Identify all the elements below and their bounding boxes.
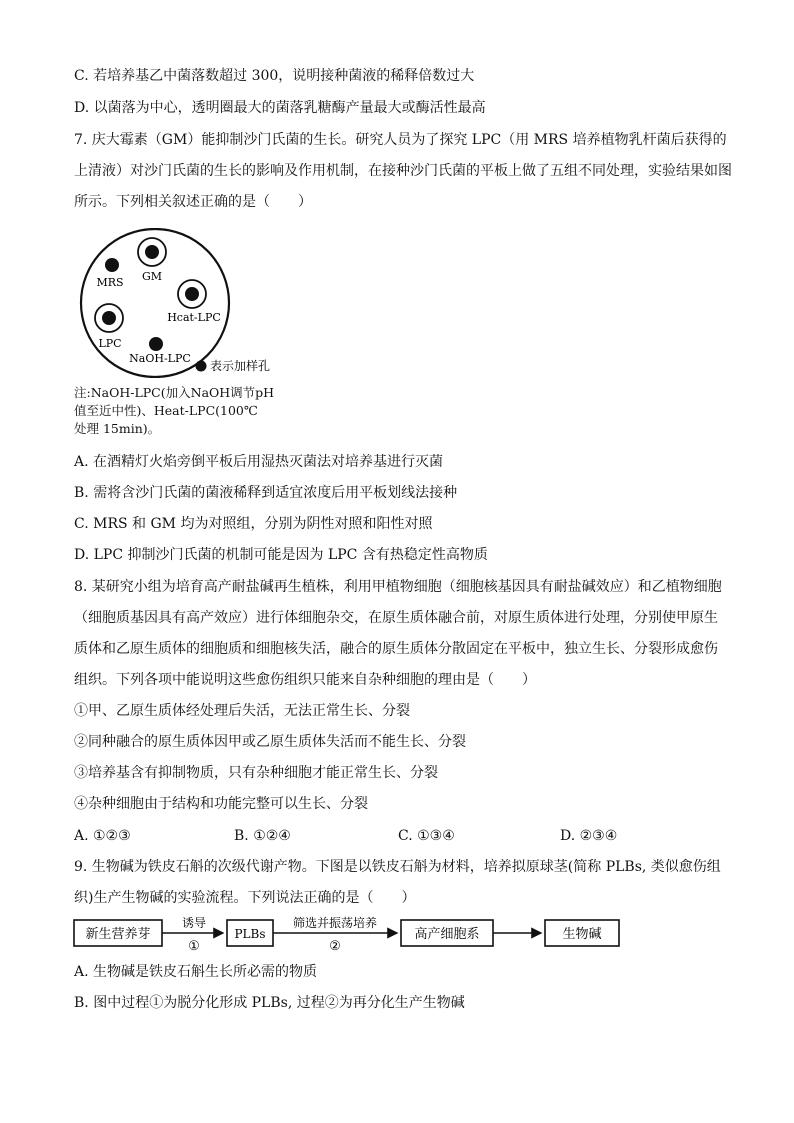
q9-stem-1: 9. 生物碱为铁皮石斛的次级代谢产物。下图是以铁皮石斛为材料，培养拟原球茎(简称 PLBs, 类似愈伤组 [74, 859, 721, 875]
q7-stem-1: 7. 庆大霉素（GM）能抑制沙门氏菌的生长。研究人员为了探究 LPC（用 MRS 培养植物乳杆菌后获得的 [74, 132, 727, 148]
process-flowchart [70, 910, 630, 960]
q7-option-a: A. 在酒精灯火焰旁倒平板后用湿热灭菌法对培养基进行灭菌 [74, 454, 444, 470]
flow-arrow-2-bottom: ② [329, 939, 341, 954]
q8-option-a: A. ①②③ [74, 828, 131, 844]
note-line-3: 处理 15min)。 [74, 421, 161, 436]
flow-box-alkaloid-label: 生物碱 [562, 927, 602, 942]
q8-stem-4: 组织。下列各项中能说明这些愈伤组织只能来自杂种细胞的理由是（ ） [74, 672, 536, 688]
option-d-prev: D. 以菌落为中心，透明圈最大的菌落乳糖酶产量最大或酶活性最高 [74, 100, 486, 116]
note-line-1: 注:NaOH-LPC(加入NaOH调节pH [74, 385, 275, 400]
flow-arrow-2-top: 筛选并振荡培养 [292, 916, 378, 930]
q8-statement-2: ②同种融合的原生质体因甲或乙原生质体失活而不能生长、分裂 [74, 734, 466, 750]
q8-option-d: D. ②③④ [560, 828, 618, 844]
q9-option-b: B. 图中过程①为脱分化形成 PLBs, 过程②为再分化生产生物碱 [74, 995, 465, 1011]
q8-option-b: B. ①②④ [234, 828, 291, 844]
q7-option-d: D. LPC 抑制沙门氏菌的机制可能是因为 LPC 含有热稳定性高物质 [74, 547, 488, 563]
gm-label: GM [141, 270, 163, 283]
hcat-label: Hcat-LPC [167, 311, 221, 324]
flow-box-plbs-label: PLBs [234, 927, 266, 941]
note-line-2: 值至近中性)、Heat-LPC(100℃ [74, 403, 258, 418]
lpc-label: LPC [98, 337, 122, 350]
flow-box-cellline-label: 高产细胞系 [414, 927, 480, 942]
q8-statement-4: ④杂种细胞由于结构和功能完整可以生长、分裂 [74, 796, 368, 812]
q7-stem-3: 所示。下列相关叙述正确的是（ ） [74, 194, 312, 210]
q8-statement-1: ①甲、乙原生质体经处理后失活，无法正常生长、分裂 [74, 703, 410, 719]
figure-note [74, 384, 274, 438]
gm-well [145, 245, 159, 259]
mrs-well [105, 258, 119, 272]
petri-dish-svg [70, 228, 290, 378]
naoh-label: NaOH-LPC [129, 352, 191, 365]
option-c-prev: C. 若培养基乙中菌落数超过 300，说明接种菌液的稀释倍数过大 [74, 68, 475, 84]
mrs-label: MRS [96, 276, 124, 289]
q8-stem-1: 8. 某研究小组为培育高产耐盐碱再生植株，利用甲植物细胞（细胞核基因具有耐盐碱效应）和乙植物细胞 [74, 579, 722, 595]
legend-well-icon [196, 361, 207, 372]
naoh-well [149, 337, 163, 351]
flow-arrow-1-top: 诱导 [181, 916, 207, 930]
flow-box-bud-label: 新生营养芽 [85, 927, 151, 942]
legend-text: 表示加样孔 [210, 359, 271, 373]
q8-statement-3: ③培养基含有抑制物质，只有杂种细胞才能正常生长、分裂 [74, 765, 438, 781]
q8-stem-2: （细胞质基因具有高产效应）进行体细胞杂交，在原生质体融合前，对原生质体进行处理，分别使甲原生 [74, 610, 718, 626]
flowchart-svg [70, 910, 630, 960]
lpc-well [102, 311, 116, 325]
flow-arrow-1-bottom: ① [188, 939, 200, 954]
q7-stem-2: 上清液）对沙门氏菌的生长的影响及作用机制，在接种沙门氏菌的平板上做了五组不同处理，实验结果如图 [74, 163, 732, 179]
q7-option-b: B. 需将含沙门氏菌的菌液稀释到适宜浓度后用平板划线法接种 [74, 485, 458, 501]
q8-stem-3: 质体和乙原生质体的细胞质和细胞核失活，融合的原生质体分散固定在平板中，独立生长、分裂形成愈伤 [74, 641, 718, 657]
q7-option-c: C. MRS 和 GM 均为对照组，分别为阴性对照和阳性对照 [74, 516, 433, 532]
hcat-well [185, 287, 199, 301]
q9-option-a: A. 生物碱是铁皮石斛生长所必需的物质 [74, 964, 318, 980]
q8-option-c: C. ①③④ [398, 828, 455, 844]
q9-stem-2: 织)生产生物碱的实验流程。下列说法正确的是（ ） [74, 890, 416, 906]
